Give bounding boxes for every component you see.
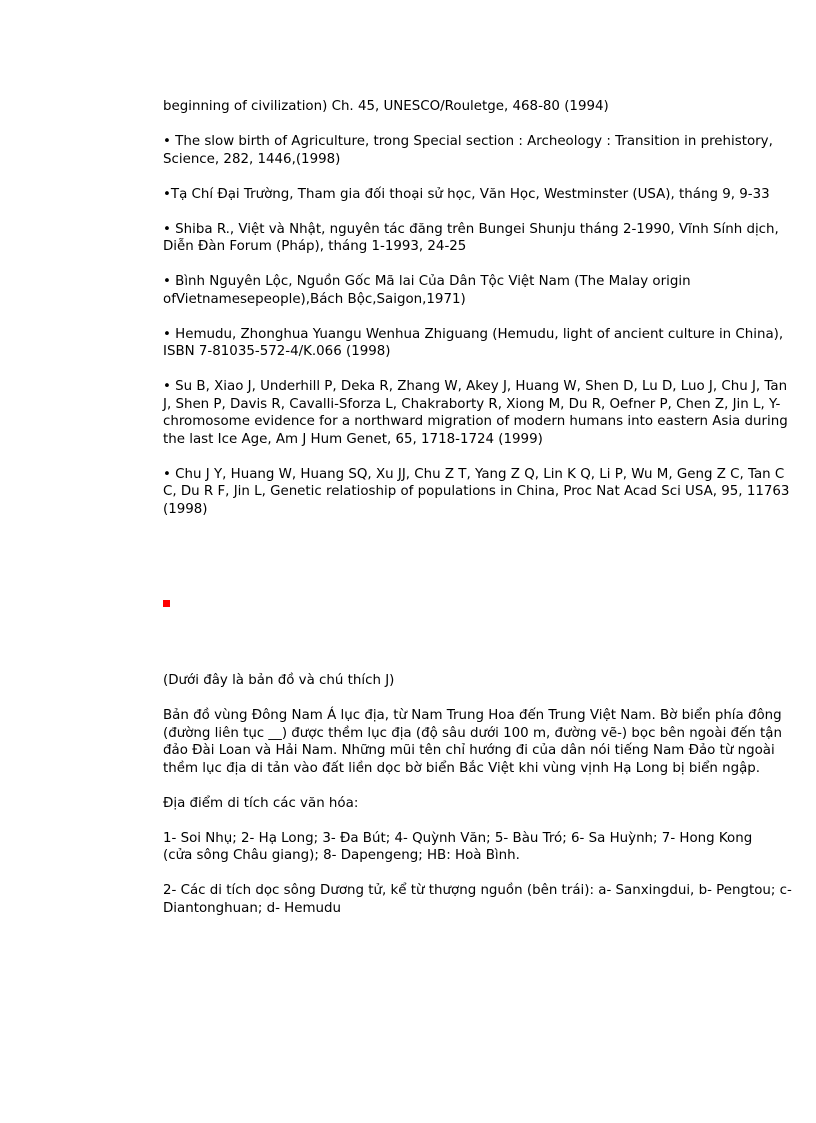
reference-item: • The slow birth of Agriculture, trong Special section : Archeology : Transition in prehistory, Science, 282, 1446,(1998) — [163, 134, 773, 167]
sites-list-2: 2- Các di tích dọc sông Dương tử, kể từ thượng nguồn (bên trái): a- Sanxingdui, b- Pengtou; c- Diantonghuan; d- Hemudu — [163, 883, 792, 916]
reference-item: • Shiba R., Việt và Nhật, nguyên tác đăng trên Bungei Shunju tháng 2-1990, Vĩnh Sính dịch, Diễn Đàn Forum (Pháp), tháng 1-1993, 24-25 — [163, 221, 779, 254]
references-section — [163, 98, 815, 536]
sites-heading: Địa điểm di tích các văn hóa: — [163, 795, 359, 811]
reference-item: • Su B, Xiao J, Underhill P, Deka R, Zhang W, Akey J, Huang W, Shen D, Lu D, Luo J, Chu J, Tan J, Shen P, Davis R, Cavalli-Sforza L, Chakraborty R, Xiong M, Du R, Oefner P, Chen Z, Jin L, Y- chromosome evidence for a northward migration of modern humans into eastern Asia during the last Ice Age, Am J Hum Genet, 65, 1718-1724 (1999) — [163, 379, 788, 447]
reference-item: • Hemudu, Zhonghua Yuangu Wenhua Zhiguang (Hemudu, light of ancient culture in China), ISBN 7-81035-572-4/K.066 (1998) — [163, 326, 784, 359]
red-square-icon — [163, 600, 170, 607]
map-notes-section — [163, 672, 815, 935]
reference-item: beginning of civilization) Ch. 45, UNESCO/Rouletge, 468-80 (1994) — [163, 99, 609, 114]
map-description: Bản đồ vùng Đông Nam Á lục địa, từ Nam Trung Hoa đến Trung Việt Nam. Bờ biển phía đông (đường liên tục __) được thềm lục địa (độ sâu dưới 100 m, đường vẽ-) bọc bên ngoài đến tận đảo Đài Loan và Hải Nam. Những mũi tên chỉ hướng đi của dân nói tiếng Nam Đảo từ ngoài thềm lục địa di tản vào đất liền dọc bờ biển Bắc Việt khi vùng vịnh Hạ Long bị biển ngập. — [163, 708, 782, 776]
reference-item: • Chu J Y, Huang W, Huang SQ, Xu JJ, Chu Z T, Yang Z Q, Lin K Q, Li P, Wu M, Geng Z C, Tan C C, Du R F, Jin L, Genetic relatioship of populations in China, Proc Nat Acad Sci USA, 95, 11763 (1998) — [163, 466, 790, 517]
sites-list-1: 1- Soi Nhụ; 2- Hạ Long; 3- Đa Bút; 4- Quỳnh Văn; 5- Bàu Tró; 6- Sa Huỳnh; 7- Hong Kong (cửa sông Châu giang); 8- Dapengeng; HB: Hoà Bình. — [163, 830, 753, 863]
map-intro: (Dưới đây là bản đồ và chú thích J) — [163, 673, 395, 688]
reference-item: • Bình Nguyên Lộc, Nguồn Gốc Mã lai Của Dân Tộc Việt Nam (The Malay origin ofVietnamesepeople),Bách Bộc,Saigon,1971) — [163, 274, 691, 307]
reference-item: •Tạ Chí Đại Trường, Tham gia đối thoại sử học, Văn Học, Westminster (USA), tháng 9, 9-33 — [163, 186, 770, 202]
